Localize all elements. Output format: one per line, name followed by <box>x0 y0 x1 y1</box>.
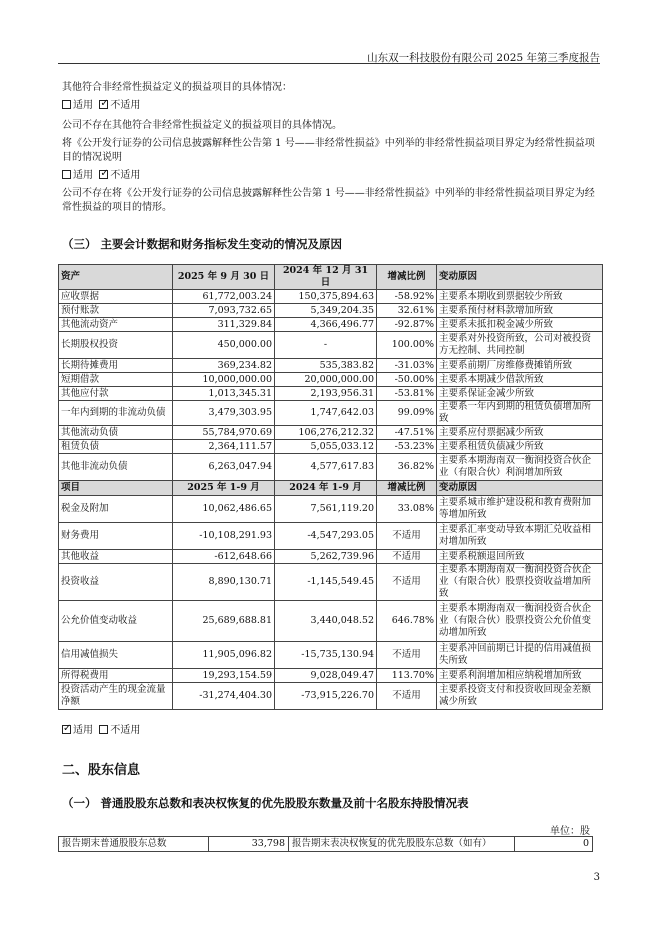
value-prior: 2,193,956.31 <box>275 387 377 401</box>
value-prior: -73,915,226.70 <box>275 683 377 710</box>
value-current: 8,890,130.71 <box>173 564 275 601</box>
other-items-intro: 其他符合非经常性损益定义的损益项目的具体情况： <box>62 82 292 93</box>
value-prior: -1,145,549.45 <box>275 564 377 601</box>
row-label: 长期待摊费用 <box>59 359 173 373</box>
change-reason: 主要系本期收到票据较少所致 <box>437 290 603 304</box>
other-items-statement: 公司不存在其他符合非经常性损益定义的损益项目的具体情况。 <box>62 120 342 131</box>
value-current: -31,274,404.30 <box>173 683 275 710</box>
value-prior: 4,366,496.77 <box>275 318 377 332</box>
recurring-items-statement: 公司不存在将《公开发行证券的公司信息披露解释性公告第 1 号——非经常性损益》中列举的非经常性损益项目界定为经常性损益的项目的情形。 <box>62 188 595 213</box>
value-current: 369,234.82 <box>173 359 275 373</box>
table-row <box>59 601 603 642</box>
change-ratio: -92.87% <box>377 318 437 332</box>
column-header: 2024 年 1-9 月 <box>275 481 377 496</box>
change-ratio: -58.92% <box>377 290 437 304</box>
applicability-after-table: ✓适用 不适用 <box>62 724 602 738</box>
row-label: 公允价值变动收益 <box>59 601 173 642</box>
row-label: 所得税费用 <box>59 669 173 683</box>
row-label: 预付账款 <box>59 304 173 318</box>
value-current: 311,329.84 <box>173 318 275 332</box>
change-ratio: 32.61% <box>377 304 437 318</box>
section-heading-shareholders: 二、股东信息 <box>62 763 141 778</box>
table-row <box>59 290 603 304</box>
change-reason: 主要系对外投资所致，公司对被投资方无控制、共同控制 <box>437 332 603 359</box>
table-header-row <box>59 265 603 290</box>
value-prior: 4,577,617.83 <box>275 454 377 481</box>
value-current: 10,062,486.65 <box>173 496 275 523</box>
change-ratio: -31.03% <box>377 359 437 373</box>
value-current: 2,364,111.57 <box>173 440 275 454</box>
table-row <box>59 426 603 440</box>
value-current: 55,784,970.69 <box>173 426 275 440</box>
applicability-a: 适用 ✓ 不适用 <box>62 99 602 113</box>
table-row <box>59 669 603 683</box>
value-current: 3,479,303.95 <box>173 401 275 426</box>
section-heading-changes: （三） 主要会计数据和财务指标发生变动的情况及原因 <box>62 237 343 251</box>
row-label: 长期股权投资 <box>59 332 173 359</box>
row-label: 其他应付款 <box>59 387 173 401</box>
row-label: 其他非流动负债 <box>59 454 173 481</box>
row-label: 税金及附加 <box>59 496 173 523</box>
checkbox-applicable-checked <box>62 725 71 734</box>
table-row <box>59 401 603 426</box>
column-header: 变动原因 <box>437 265 603 290</box>
change-reason: 主要系本期海南双一衡润投资合伙企业（有限合伙）股票投资收益增加所致 <box>437 564 603 601</box>
value-prior: 3,440,048.52 <box>275 601 377 642</box>
table-header-row <box>59 481 603 496</box>
table-row <box>59 304 603 318</box>
holder-label-preferred: 报告期末表决权恢复的优先股股东总数（如有） <box>289 837 515 852</box>
change-ratio: 33.08% <box>377 496 437 523</box>
page-header: 山东双一科技股份有限公司 2025 年第三季度报告 <box>367 52 600 64</box>
change-ratio: -47.51% <box>377 426 437 440</box>
change-reason: 主要系保证金减少所致 <box>437 387 603 401</box>
value-prior: 535,383.82 <box>275 359 377 373</box>
table-row <box>59 373 603 387</box>
table-row <box>59 440 603 454</box>
change-reason: 主要系城市维护建设税和教育费附加等增加所致 <box>437 496 603 523</box>
change-reason: 主要系前期厂房维修费摊销所致 <box>437 359 603 373</box>
column-header: 2025 年 9 月 30 日 <box>173 265 275 290</box>
table-row <box>59 359 603 373</box>
value-current: -10,108,291.93 <box>173 523 275 550</box>
value-current: 450,000.00 <box>173 332 275 359</box>
change-ratio: 不适用 <box>377 642 437 669</box>
value-current: 25,689,688.81 <box>173 601 275 642</box>
table-row <box>59 454 603 481</box>
column-header: 增减比例 <box>377 481 437 496</box>
value-current: 10,000,000.00 <box>173 373 275 387</box>
change-ratio: -53.23% <box>377 440 437 454</box>
table-row <box>59 564 603 601</box>
row-label: 信用减值损失 <box>59 642 173 669</box>
value-prior: 5,349,204.35 <box>275 304 377 318</box>
change-ratio: 36.82% <box>377 454 437 481</box>
change-ratio: 不适用 <box>377 550 437 564</box>
table-row <box>59 683 603 710</box>
value-prior: 9,028,049.47 <box>275 669 377 683</box>
shareholder-summary-table <box>58 836 593 852</box>
change-reason: 主要系应付票据减少所致 <box>437 426 603 440</box>
value-prior: -4,547,293.05 <box>275 523 377 550</box>
value-current: 11,905,096.82 <box>173 642 275 669</box>
row-label: 其他流动资产 <box>59 318 173 332</box>
change-ratio: 646.78% <box>377 601 437 642</box>
header-divider <box>58 63 600 64</box>
value-prior: - <box>275 332 377 359</box>
table-row <box>59 318 603 332</box>
table-row <box>59 332 603 359</box>
column-header: 变动原因 <box>437 481 603 496</box>
value-current: 19,293,154.59 <box>173 669 275 683</box>
value-prior: 106,276,212.32 <box>275 426 377 440</box>
table-row <box>59 387 603 401</box>
holder-value-preferred: 0 <box>515 837 593 852</box>
change-reason: 主要系冲回前期已计提的信用减值损失所致 <box>437 642 603 669</box>
table-row <box>59 837 593 852</box>
row-label: 财务费用 <box>59 523 173 550</box>
change-reason: 主要系投资支付和投资收回现金差额减少所致 <box>437 683 603 710</box>
table-row <box>59 550 603 564</box>
value-current: 1,013,345.31 <box>173 387 275 401</box>
row-label: 短期借款 <box>59 373 173 387</box>
holder-value-common: 33,798 <box>209 837 289 852</box>
change-reason: 主要系租赁负债减少所致 <box>437 440 603 454</box>
change-reason: 主要系利润增加相应纳税增加所致 <box>437 669 603 683</box>
row-label: 一年内到期的非流动负债 <box>59 401 173 426</box>
value-prior: 7,561,119.20 <box>275 496 377 523</box>
change-ratio: 99.09% <box>377 401 437 426</box>
change-reason: 主要系预付材料款增加所致 <box>437 304 603 318</box>
change-ratio: 113.70% <box>377 669 437 683</box>
table-row <box>59 496 603 523</box>
change-ratio: 100.00% <box>377 332 437 359</box>
change-ratio: -53.81% <box>377 387 437 401</box>
row-label: 租赁负债 <box>59 440 173 454</box>
column-header: 2024 年 12 月 31 日 <box>275 265 377 290</box>
checkbox-not-applicable <box>99 725 108 734</box>
value-prior: 5,055,033.12 <box>275 440 377 454</box>
change-reason: 主要系未抵扣税金减少所致 <box>437 318 603 332</box>
checkbox-not-applicable-checked <box>99 170 108 179</box>
holder-label-common: 报告期末普通股股东总数 <box>59 837 209 852</box>
table-row <box>59 523 603 550</box>
row-label: 投资收益 <box>59 564 173 601</box>
column-header: 资产 <box>59 265 173 290</box>
applicability-b: 适用 ✓ 不适用 <box>62 169 602 183</box>
value-prior: 5,262,739.96 <box>275 550 377 564</box>
change-reason: 主要系税额退回所致 <box>437 550 603 564</box>
value-current: 61,772,003.24 <box>173 290 275 304</box>
unit-label: 单位：股 <box>550 826 590 837</box>
change-reason: 主要系本期减少借款所致 <box>437 373 603 387</box>
value-prior: -15,735,130.94 <box>275 642 377 669</box>
checkbox-applicable <box>62 100 71 109</box>
change-ratio: 不适用 <box>377 523 437 550</box>
change-ratio: 不适用 <box>377 683 437 710</box>
value-current: 7,093,732.65 <box>173 304 275 318</box>
value-prior: 1,747,642.03 <box>275 401 377 426</box>
change-ratio: 不适用 <box>377 564 437 601</box>
change-reason: 主要系一年内到期的租赁负债增加所致 <box>437 401 603 426</box>
column-header: 2025 年 1-9 月 <box>173 481 275 496</box>
change-ratio: -50.00% <box>377 373 437 387</box>
value-prior: 20,000,000.00 <box>275 373 377 387</box>
column-header: 增减比例 <box>377 265 437 290</box>
section-heading-shareholder-count: （一） 普通股股东总数和表决权恢复的优先股股东数量及前十名股东持股情况表 <box>62 796 469 810</box>
change-reason: 主要系本期海南双一衡润投资合伙企业（有限合伙）股票投资公允价值变动增加所致 <box>437 601 603 642</box>
value-current: 6,263,047.94 <box>173 454 275 481</box>
change-reason: 主要系汇率变动导致本期汇兑收益相对增加所致 <box>437 523 603 550</box>
table-row <box>59 642 603 669</box>
row-label: 投资活动产生的现金流量净额 <box>59 683 173 710</box>
change-reason: 主要系本期海南双一衡润投资合伙企业（有限合伙）利润增加所致 <box>437 454 603 481</box>
row-label: 应收票据 <box>59 290 173 304</box>
column-header: 项目 <box>59 481 173 496</box>
row-label: 其他收益 <box>59 550 173 564</box>
checkbox-applicable <box>62 170 71 179</box>
recurring-items-intro: 将《公开发行证券的公司信息披露解释性公告第 1 号——非经常性损益》中列举的非经常性损益项目界定为经常性损益项目的情况说明 <box>62 138 595 163</box>
value-prior: 150,375,894.63 <box>275 290 377 304</box>
financial-changes-table <box>58 264 603 710</box>
checkbox-not-applicable-checked <box>99 100 108 109</box>
value-current: -612,648.66 <box>173 550 275 564</box>
row-label: 其他流动负债 <box>59 426 173 440</box>
page-number: 3 <box>593 872 600 883</box>
